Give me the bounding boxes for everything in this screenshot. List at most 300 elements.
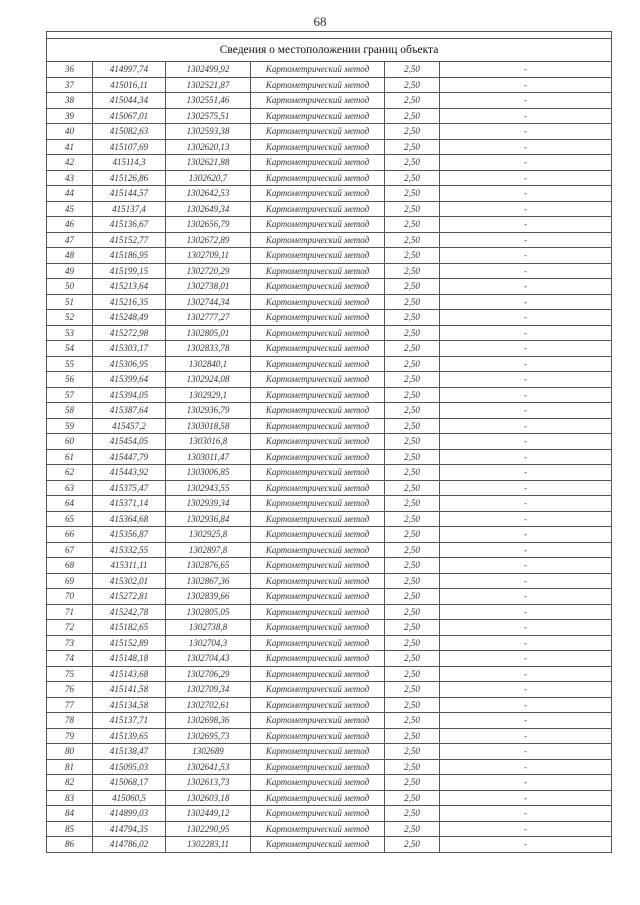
table-row	[47, 387, 612, 403]
description-cell: -	[440, 635, 612, 651]
point-number-cell: 62	[47, 465, 93, 481]
table-row	[47, 170, 612, 186]
table-row	[47, 93, 612, 109]
point-number-cell: 83	[47, 790, 93, 806]
table-row	[47, 279, 612, 295]
accuracy-cell: 2,50	[385, 387, 440, 403]
method-cell: Картометрический метод	[251, 201, 385, 217]
table-row	[47, 77, 612, 93]
y-coordinate-cell: 1302283,11	[166, 837, 251, 853]
description-cell: -	[440, 170, 612, 186]
description-cell: -	[440, 201, 612, 217]
x-coordinate-cell: 415457,2	[93, 418, 166, 434]
method-cell: Картометрический метод	[251, 449, 385, 465]
accuracy-cell: 2,50	[385, 139, 440, 155]
table-row	[47, 310, 612, 326]
x-coordinate-cell: 415143,68	[93, 666, 166, 682]
point-number-cell: 36	[47, 62, 93, 78]
point-number-cell: 79	[47, 728, 93, 744]
y-coordinate-cell: 1302876,65	[166, 558, 251, 574]
method-cell: Картометрический метод	[251, 62, 385, 78]
x-coordinate-cell: 415272,81	[93, 589, 166, 605]
point-number-cell: 46	[47, 217, 93, 233]
accuracy-cell: 2,50	[385, 635, 440, 651]
point-number-cell: 56	[47, 372, 93, 388]
method-cell: Картометрический метод	[251, 465, 385, 481]
accuracy-cell: 2,50	[385, 372, 440, 388]
point-number-cell: 51	[47, 294, 93, 310]
x-coordinate-cell: 415114,3	[93, 155, 166, 171]
method-cell: Картометрический метод	[251, 77, 385, 93]
point-number-cell: 50	[47, 279, 93, 295]
description-cell: -	[440, 325, 612, 341]
accuracy-cell: 2,50	[385, 542, 440, 558]
x-coordinate-cell: 415399,64	[93, 372, 166, 388]
description-cell: -	[440, 806, 612, 822]
method-cell: Картометрический метод	[251, 170, 385, 186]
y-coordinate-cell: 1302805,05	[166, 604, 251, 620]
description-cell: -	[440, 155, 612, 171]
x-coordinate-cell: 414786,02	[93, 837, 166, 853]
point-number-cell: 38	[47, 93, 93, 109]
table-row	[47, 635, 612, 651]
x-coordinate-cell: 415137,71	[93, 713, 166, 729]
method-cell: Картометрический метод	[251, 356, 385, 372]
point-number-cell: 63	[47, 480, 93, 496]
accuracy-cell: 2,50	[385, 651, 440, 667]
table-row	[47, 496, 612, 512]
method-cell: Картометрический метод	[251, 310, 385, 326]
table-row	[47, 325, 612, 341]
y-coordinate-cell: 1302833,78	[166, 341, 251, 357]
point-number-cell: 42	[47, 155, 93, 171]
accuracy-cell: 2,50	[385, 480, 440, 496]
point-number-cell: 67	[47, 542, 93, 558]
table-title: Сведения о местоположении границ объекта	[47, 39, 612, 62]
table-row	[47, 775, 612, 791]
accuracy-cell: 2,50	[385, 93, 440, 109]
accuracy-cell: 2,50	[385, 837, 440, 853]
point-number-cell: 54	[47, 341, 93, 357]
accuracy-cell: 2,50	[385, 124, 440, 140]
y-coordinate-cell: 1302613,73	[166, 775, 251, 791]
description-cell: -	[440, 558, 612, 574]
x-coordinate-cell: 415136,67	[93, 217, 166, 233]
x-coordinate-cell: 415216,35	[93, 294, 166, 310]
y-coordinate-cell: 1302738,01	[166, 279, 251, 295]
description-cell: -	[440, 542, 612, 558]
y-coordinate-cell: 1302290,95	[166, 821, 251, 837]
table-row	[47, 186, 612, 202]
y-coordinate-cell: 1302943,55	[166, 480, 251, 496]
y-coordinate-cell: 1302695,73	[166, 728, 251, 744]
x-coordinate-cell: 415248,49	[93, 310, 166, 326]
y-coordinate-cell: 1302656,79	[166, 217, 251, 233]
x-coordinate-cell: 415126,86	[93, 170, 166, 186]
method-cell: Картометрический метод	[251, 93, 385, 109]
table-row	[47, 558, 612, 574]
method-cell: Картометрический метод	[251, 635, 385, 651]
table-row	[47, 434, 612, 450]
description-cell: -	[440, 279, 612, 295]
point-number-cell: 71	[47, 604, 93, 620]
table-row	[47, 263, 612, 279]
table-row	[47, 62, 612, 78]
description-cell: -	[440, 790, 612, 806]
point-number-cell: 75	[47, 666, 93, 682]
x-coordinate-cell: 414899,03	[93, 806, 166, 822]
table-row	[47, 542, 612, 558]
point-number-cell: 66	[47, 527, 93, 543]
method-cell: Картометрический метод	[251, 372, 385, 388]
y-coordinate-cell: 1302593,38	[166, 124, 251, 140]
x-coordinate-cell: 415137,4	[93, 201, 166, 217]
description-cell: -	[440, 573, 612, 589]
point-number-cell: 64	[47, 496, 93, 512]
x-coordinate-cell: 415356,87	[93, 527, 166, 543]
accuracy-cell: 2,50	[385, 263, 440, 279]
description-cell: -	[440, 728, 612, 744]
point-number-cell: 40	[47, 124, 93, 140]
method-cell: Картометрический метод	[251, 666, 385, 682]
table-row	[47, 108, 612, 124]
accuracy-cell: 2,50	[385, 713, 440, 729]
y-coordinate-cell: 1302720,29	[166, 263, 251, 279]
method-cell: Картометрический метод	[251, 713, 385, 729]
x-coordinate-cell: 415272,98	[93, 325, 166, 341]
y-coordinate-cell: 1302925,8	[166, 527, 251, 543]
point-number-cell: 80	[47, 744, 93, 760]
point-number-cell: 55	[47, 356, 93, 372]
point-number-cell: 72	[47, 620, 93, 636]
point-number-cell: 45	[47, 201, 93, 217]
accuracy-cell: 2,50	[385, 682, 440, 698]
description-cell: -	[440, 759, 612, 775]
y-coordinate-cell: 1302706,29	[166, 666, 251, 682]
accuracy-cell: 2,50	[385, 279, 440, 295]
table-row	[47, 666, 612, 682]
x-coordinate-cell: 415364,68	[93, 511, 166, 527]
method-cell: Картометрический метод	[251, 217, 385, 233]
table-row	[47, 790, 612, 806]
x-coordinate-cell: 415152,89	[93, 635, 166, 651]
method-cell: Картометрический метод	[251, 558, 385, 574]
y-coordinate-cell: 1302649,34	[166, 201, 251, 217]
x-coordinate-cell: 415082,63	[93, 124, 166, 140]
description-cell: -	[440, 651, 612, 667]
method-cell: Картометрический метод	[251, 589, 385, 605]
accuracy-cell: 2,50	[385, 186, 440, 202]
method-cell: Картометрический метод	[251, 341, 385, 357]
table-row	[47, 155, 612, 171]
point-number-cell: 77	[47, 697, 93, 713]
table-row	[47, 465, 612, 481]
accuracy-cell: 2,50	[385, 356, 440, 372]
point-number-cell: 58	[47, 403, 93, 419]
description-cell: -	[440, 527, 612, 543]
point-number-cell: 57	[47, 387, 93, 403]
accuracy-cell: 2,50	[385, 217, 440, 233]
accuracy-cell: 2,50	[385, 155, 440, 171]
table-row	[47, 294, 612, 310]
x-coordinate-cell: 415044,34	[93, 93, 166, 109]
y-coordinate-cell: 1303016,8	[166, 434, 251, 450]
description-cell: -	[440, 465, 612, 481]
description-cell: -	[440, 387, 612, 403]
method-cell: Картометрический метод	[251, 279, 385, 295]
table-row	[47, 604, 612, 620]
y-coordinate-cell: 1302641,53	[166, 759, 251, 775]
point-number-cell: 49	[47, 263, 93, 279]
y-coordinate-cell: 1302777,27	[166, 310, 251, 326]
point-number-cell: 74	[47, 651, 93, 667]
x-coordinate-cell: 414794,35	[93, 821, 166, 837]
y-coordinate-cell: 1302642,53	[166, 186, 251, 202]
point-number-cell: 43	[47, 170, 93, 186]
description-cell: -	[440, 480, 612, 496]
method-cell: Картометрический метод	[251, 155, 385, 171]
description-cell: -	[440, 341, 612, 357]
table-row	[47, 527, 612, 543]
description-cell: -	[440, 589, 612, 605]
y-coordinate-cell: 1302621,88	[166, 155, 251, 171]
method-cell: Картометрический метод	[251, 232, 385, 248]
table-row	[47, 589, 612, 605]
method-cell: Картометрический метод	[251, 790, 385, 806]
x-coordinate-cell: 415134,58	[93, 697, 166, 713]
method-cell: Картометрический метод	[251, 434, 385, 450]
accuracy-cell: 2,50	[385, 449, 440, 465]
y-coordinate-cell: 1302672,89	[166, 232, 251, 248]
accuracy-cell: 2,50	[385, 201, 440, 217]
y-coordinate-cell: 1302744,34	[166, 294, 251, 310]
accuracy-cell: 2,50	[385, 821, 440, 837]
y-coordinate-cell: 1302704,3	[166, 635, 251, 651]
y-coordinate-cell: 1303011,47	[166, 449, 251, 465]
y-coordinate-cell: 1302897,8	[166, 542, 251, 558]
accuracy-cell: 2,50	[385, 728, 440, 744]
table-row	[47, 201, 612, 217]
accuracy-cell: 2,50	[385, 573, 440, 589]
description-cell: -	[440, 356, 612, 372]
method-cell: Картометрический метод	[251, 325, 385, 341]
point-number-cell: 59	[47, 418, 93, 434]
table-row	[47, 341, 612, 357]
description-cell: -	[440, 449, 612, 465]
x-coordinate-cell: 415138,47	[93, 744, 166, 760]
method-cell: Картометрический метод	[251, 511, 385, 527]
method-cell: Картометрический метод	[251, 775, 385, 791]
y-coordinate-cell: 1302738,8	[166, 620, 251, 636]
accuracy-cell: 2,50	[385, 806, 440, 822]
method-cell: Картометрический метод	[251, 418, 385, 434]
description-cell: -	[440, 620, 612, 636]
point-number-cell: 73	[47, 635, 93, 651]
y-coordinate-cell: 1302603,18	[166, 790, 251, 806]
accuracy-cell: 2,50	[385, 465, 440, 481]
y-coordinate-cell: 1302839,66	[166, 589, 251, 605]
point-number-cell: 48	[47, 248, 93, 264]
accuracy-cell: 2,50	[385, 77, 440, 93]
accuracy-cell: 2,50	[385, 418, 440, 434]
description-cell: -	[440, 666, 612, 682]
table-row	[47, 356, 612, 372]
x-coordinate-cell: 415302,01	[93, 573, 166, 589]
y-coordinate-cell: 1302551,46	[166, 93, 251, 109]
accuracy-cell: 2,50	[385, 170, 440, 186]
description-cell: -	[440, 77, 612, 93]
y-coordinate-cell: 1302936,84	[166, 511, 251, 527]
table-row	[47, 651, 612, 667]
point-number-cell: 41	[47, 139, 93, 155]
x-coordinate-cell: 415067,01	[93, 108, 166, 124]
table-row	[47, 759, 612, 775]
x-coordinate-cell: 415394,05	[93, 387, 166, 403]
description-cell: -	[440, 217, 612, 233]
description-cell: -	[440, 713, 612, 729]
x-coordinate-cell: 415443,92	[93, 465, 166, 481]
table-row	[47, 821, 612, 837]
method-cell: Картометрический метод	[251, 403, 385, 419]
y-coordinate-cell: 1302620,13	[166, 139, 251, 155]
method-cell: Картометрический метод	[251, 620, 385, 636]
description-cell: -	[440, 310, 612, 326]
table-title-row	[47, 39, 612, 62]
accuracy-cell: 2,50	[385, 527, 440, 543]
y-coordinate-cell: 1302936,79	[166, 403, 251, 419]
y-coordinate-cell: 1302924,08	[166, 372, 251, 388]
table-body	[47, 62, 612, 853]
x-coordinate-cell: 415182,65	[93, 620, 166, 636]
method-cell: Картометрический метод	[251, 108, 385, 124]
method-cell: Картометрический метод	[251, 124, 385, 140]
x-coordinate-cell: 415332,55	[93, 542, 166, 558]
method-cell: Картометрический метод	[251, 294, 385, 310]
method-cell: Картометрический метод	[251, 697, 385, 713]
accuracy-cell: 2,50	[385, 62, 440, 78]
accuracy-cell: 2,50	[385, 341, 440, 357]
description-cell: -	[440, 108, 612, 124]
accuracy-cell: 2,50	[385, 558, 440, 574]
accuracy-cell: 2,50	[385, 248, 440, 264]
description-cell: -	[440, 403, 612, 419]
point-number-cell: 76	[47, 682, 93, 698]
page-number: 68	[313, 14, 327, 29]
y-coordinate-cell: 1302620,7	[166, 170, 251, 186]
table-row	[47, 728, 612, 744]
description-cell: -	[440, 248, 612, 264]
y-coordinate-cell: 1302499,92	[166, 62, 251, 78]
method-cell: Картометрический метод	[251, 837, 385, 853]
x-coordinate-cell: 415454,05	[93, 434, 166, 450]
accuracy-cell: 2,50	[385, 604, 440, 620]
y-coordinate-cell: 1302449,12	[166, 806, 251, 822]
table-row	[47, 837, 612, 853]
method-cell: Картометрический метод	[251, 604, 385, 620]
point-number-cell: 39	[47, 108, 93, 124]
point-number-cell: 60	[47, 434, 93, 450]
y-coordinate-cell: 1302704,43	[166, 651, 251, 667]
description-cell: -	[440, 744, 612, 760]
point-number-cell: 85	[47, 821, 93, 837]
y-coordinate-cell: 1302709,34	[166, 682, 251, 698]
accuracy-cell: 2,50	[385, 310, 440, 326]
x-coordinate-cell: 415016,11	[93, 77, 166, 93]
y-coordinate-cell: 1302698,36	[166, 713, 251, 729]
description-cell: -	[440, 124, 612, 140]
point-number-cell: 65	[47, 511, 93, 527]
accuracy-cell: 2,50	[385, 759, 440, 775]
point-number-cell: 37	[47, 77, 93, 93]
table-row	[47, 573, 612, 589]
accuracy-cell: 2,50	[385, 620, 440, 636]
x-coordinate-cell: 415152,77	[93, 232, 166, 248]
x-coordinate-cell: 415375,47	[93, 480, 166, 496]
y-coordinate-cell: 1302929,1	[166, 387, 251, 403]
x-coordinate-cell: 415306,95	[93, 356, 166, 372]
description-cell: -	[440, 263, 612, 279]
x-coordinate-cell: 414997,74	[93, 62, 166, 78]
method-cell: Картометрический метод	[251, 527, 385, 543]
x-coordinate-cell: 415095,03	[93, 759, 166, 775]
boundary-table-container	[46, 31, 611, 853]
x-coordinate-cell: 415060,5	[93, 790, 166, 806]
boundary-coordinates-table	[46, 31, 612, 853]
description-cell: -	[440, 434, 612, 450]
point-number-cell: 82	[47, 775, 93, 791]
description-cell: -	[440, 62, 612, 78]
point-number-cell: 69	[47, 573, 93, 589]
table-row	[47, 139, 612, 155]
accuracy-cell: 2,50	[385, 325, 440, 341]
description-cell: -	[440, 418, 612, 434]
accuracy-cell: 2,50	[385, 403, 440, 419]
y-coordinate-cell: 1302521,87	[166, 77, 251, 93]
method-cell: Картометрический метод	[251, 728, 385, 744]
description-cell: -	[440, 604, 612, 620]
accuracy-cell: 2,50	[385, 496, 440, 512]
table-row	[47, 248, 612, 264]
method-cell: Картометрический метод	[251, 806, 385, 822]
y-coordinate-cell: 1302709,11	[166, 248, 251, 264]
table-row	[47, 713, 612, 729]
description-cell: -	[440, 821, 612, 837]
accuracy-cell: 2,50	[385, 589, 440, 605]
y-coordinate-cell: 1302575,51	[166, 108, 251, 124]
point-number-cell: 70	[47, 589, 93, 605]
x-coordinate-cell: 415139,65	[93, 728, 166, 744]
table-row	[47, 403, 612, 419]
description-cell: -	[440, 682, 612, 698]
x-coordinate-cell: 415199,15	[93, 263, 166, 279]
x-coordinate-cell: 415387,64	[93, 403, 166, 419]
x-coordinate-cell: 415311,11	[93, 558, 166, 574]
description-cell: -	[440, 775, 612, 791]
x-coordinate-cell: 415141,58	[93, 682, 166, 698]
y-coordinate-cell: 1302939,34	[166, 496, 251, 512]
point-number-cell: 78	[47, 713, 93, 729]
point-number-cell: 68	[47, 558, 93, 574]
accuracy-cell: 2,50	[385, 108, 440, 124]
method-cell: Картометрический метод	[251, 387, 385, 403]
accuracy-cell: 2,50	[385, 744, 440, 760]
table-top-spacer-row	[47, 32, 612, 39]
accuracy-cell: 2,50	[385, 511, 440, 527]
accuracy-cell: 2,50	[385, 434, 440, 450]
table-row	[47, 372, 612, 388]
table-row	[47, 511, 612, 527]
y-coordinate-cell: 1302840,1	[166, 356, 251, 372]
